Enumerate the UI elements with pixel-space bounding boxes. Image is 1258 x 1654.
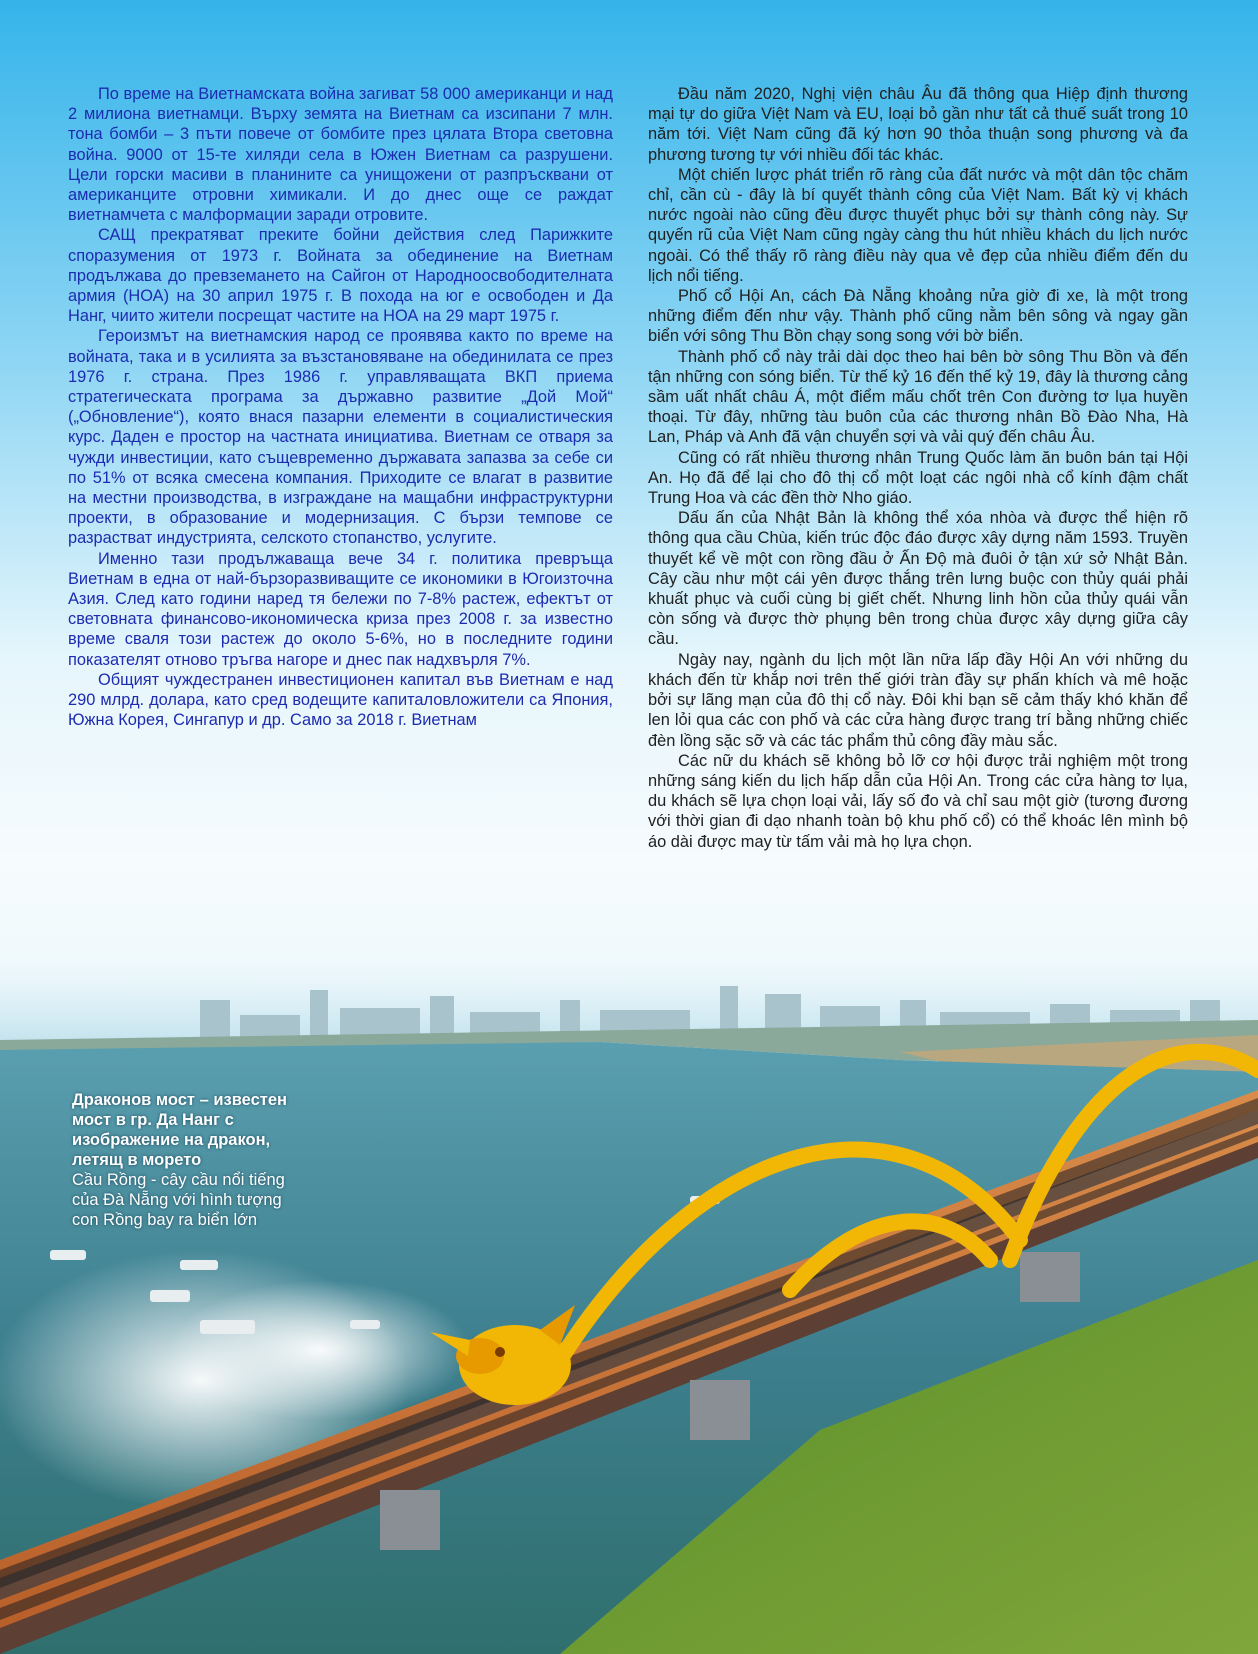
bg-paragraph: Именно тази продължаваща вече 34 г. политика превръща Виетнам в една от най-бързоразвиващите се икономики в Югоизточна Азия. След като години наред тя бележи по 7-8% растеж, ефектът от световната финансово-икономическа криза през 2008 г. за известно време сваля този растеж до около 5-6%, но в последните години показателят отново тръгва нагоре и днес пак надхвърля 7%. (68, 549, 613, 669)
bulgarian-column (68, 84, 613, 731)
article-columns (68, 84, 1188, 944)
bg-paragraph: Общият чуждестранен инвестиционен капитал във Виетнам е над 290 млрд. долара, като сред водещите капиталовложители са Япония, Южна Корея, Сингапур и др. Само за 2018 г. Виетнам (68, 670, 613, 730)
bg-paragraph: По време на Виетнамската война загиват 58 000 американци и над 2 милиона виетнамци. Върху земята на Виетнам са изсипани 7 млн. тона бомби – 3 пъти повече от бомбите през цялата Втора световна война. 9000 от 15-те хиляди села в Южен Виетнам са разрушени. Цели горски масиви в планините са унищожени от разпръсквани от американците отровни химикали. И до днес още се раждат виетнамчета с малформации заради отровите. (68, 85, 613, 225)
caption-bulgarian: Драконов мост – известен мост в гр. Да Нанг с изображение на дракон, летящ в морето (72, 1091, 287, 1169)
dragon-bridge-illustration (0, 960, 1258, 1654)
vn-paragraph: Dấu ấn của Nhật Bản là không thể xóa nhòa và được thể hiện rõ thông qua cầu Chùa, kiến trúc độc đáo được xây dựng năm 1593. Truyền thuyết kể về một con rồng đầu ở Ấn Độ mà đuôi ở tận xứ sở Nhật Bản. Cây cầu như một cái yên được thắng trên lưng buộc con thủy quái phải khuất phục và cuối cùng bị giết chết. Nhưng linh hồn của thủy quái vẫn còn sống và được thờ phụng bên trong chùa được xây dựng giữa cây cầu. (648, 509, 1188, 649)
caption-vietnamese: Cầu Rồng - cây cầu nổi tiếng của Đà Nẵng với hình tượng con Rồng bay ra biển lớn (72, 1171, 285, 1229)
dragon-bridge-photo (0, 960, 1258, 1654)
vn-paragraph: Thành phố cổ này trải dài dọc theo hai bên bờ sông Thu Bồn và đến tận những con sóng biển. Từ thế kỷ 16 đến thế kỷ 19, đây là thương cảng sầm uất nhất châu Á, một điểm mấu chốt trên Con đường tơ lụa huyền thoại. Từ đây, những tàu buôn của các thương nhân Bồ Đào Nha, Hà Lan, Pháp và Anh đã vận chuyển sợi và vải quý đến châu Âu. (648, 347, 1188, 447)
vn-paragraph: Ngày nay, ngành du lịch một lần nữa lấp đầy Hội An với những du khách đến từ khắp nơi trên thế giới tràn đầy sự phấn khích và mê hoặc bởi sự lãng mạn của đô thị cổ này. Đôi khi bạn sẽ cảm thấy khó khăn để len lỏi qua các con phố và các cửa hàng được trang trí bằng những chiếc đèn lồng sặc sỡ và các tác phẩm thủ công đầy màu sắc. (648, 650, 1188, 750)
photo-caption (72, 1090, 302, 1230)
vn-paragraph: Đầu năm 2020, Nghị viện châu Âu đã thông qua Hiệp định thương mại tự do giữa Việt Nam và EU, loại bỏ gần như tất cả thuế suất trong 10 năm tới. Việt Nam cũng đã ký hơn 90 thỏa thuận song phương và đa phương tương tự với nhiều đối tác khác. (648, 85, 1188, 164)
vn-paragraph: Phố cổ Hội An, cách Đà Nẵng khoảng nửa giờ đi xe, là một trong những điểm đến như vậy. Thành phố cũng nằm bên sông và ngay gần biển với sông Thu Bồn chạy song song với bờ biển. (648, 287, 1188, 346)
vn-paragraph: Cũng có rất nhiều thương nhân Trung Quốc làm ăn buôn bán tại Hội An. Họ đã để lại cho đô thị cổ một loạt các ngôi nhà cổ kính đậm chất Trung Hoa và các đền thờ Nho giáo. (648, 448, 1188, 508)
vietnamese-column (648, 84, 1188, 852)
bg-paragraph: Героизмът на виетнамския народ се проявява както по време на войната, така и в усилията за възстановяване на обединилата се през 1976 г. страна. През 1986 г. управляващата ВКП приема стратегическата програма за държавно развитие „Дой Мой“ („Обновление“), която внася пазарни елементи в социалистическия курс. Даден е простор на частната инициатива. Виетнам се отваря за чужди инвестиции, като същевременно държавата запазва за себе си по 51% от всяка смесена компания. Приходите се влагат в развитие на местни производства, в изграждане на мащабни инфраструктурни проекти, в образование и модернизация. С бързи темпове се разрастват индустрията, селското стопанство, услугите. (68, 327, 613, 548)
bg-paragraph: САЩ прекратяват преките бойни действия след Парижките споразумения от 1973 г. Войната за обединение на Виетнам продължава до превземането на Сайгон от Народноосвободителната армия (НОА) на 30 април 1975 г. В похода на юг е освободен и Да Нанг, чиито жители посрещат частите на НОА на 29 март 1975 г. (68, 226, 613, 326)
vn-paragraph: Một chiến lược phát triển rõ ràng của đất nước và một dân tộc chăm chỉ, cần cù - đây là bí quyết thành công của Việt Nam. Bất kỳ vị khách nước ngoài nào cũng đều được thuyết phục bởi sự thành công này. Sự quyến rũ của Việt Nam cũng ngày càng thu hút nhiều khách du lịch nước ngoài. Có thể thấy rõ ràng điều này qua vẻ đẹp của nhiều điểm đến du lịch nổi tiếng. (648, 165, 1188, 285)
vn-paragraph: Các nữ du khách sẽ không bỏ lỡ cơ hội được trải nghiệm một trong những sáng kiến du lịch hấp dẫn của Hội An. Trong các cửa hàng tơ lụa, du khách sẽ lựa chọn loại vải, lấy số đo và chỉ sau một giờ (tương đương với thời gian đi dạo nhanh toàn bộ khu phố cổ) có thể khoác lên mình bộ áo dài được may từ tấm vải mà họ lựa chọn. (648, 751, 1188, 851)
